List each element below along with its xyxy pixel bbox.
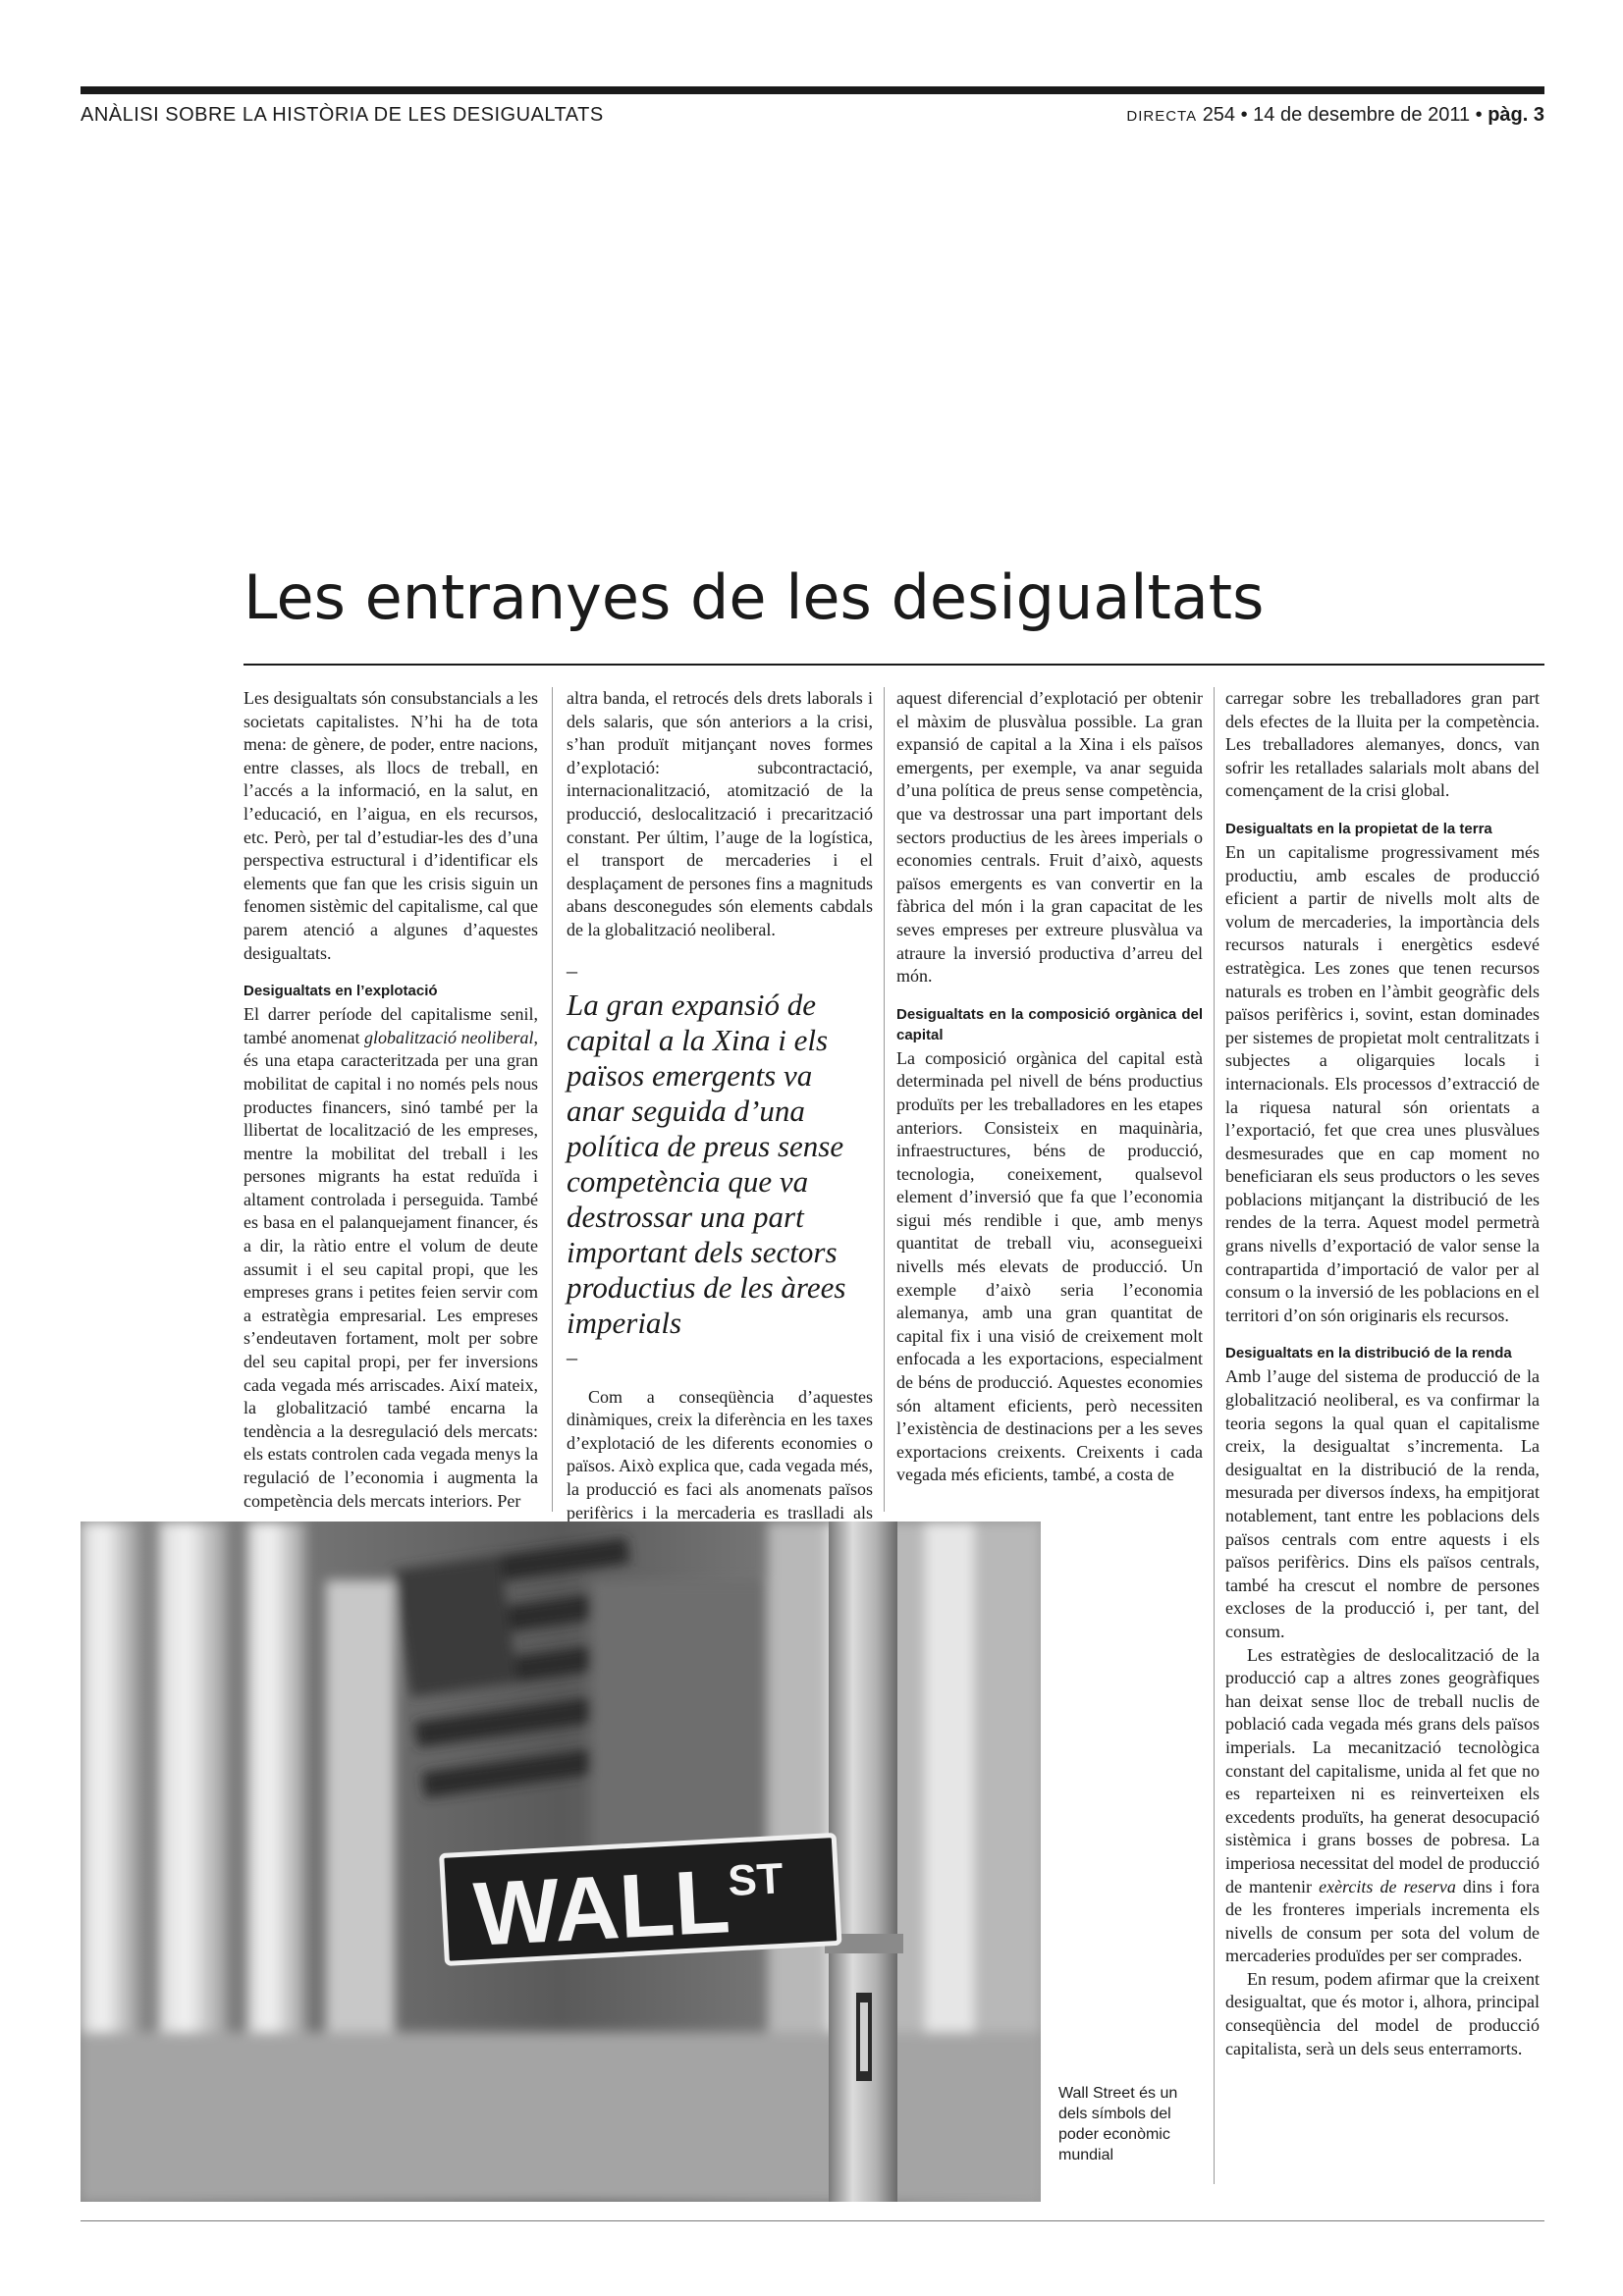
column-4 — [1225, 687, 1540, 2060]
sign-text: WALL — [471, 1851, 732, 1965]
pullquote: La gran expansió de capital a la Xina i els països emergents va anar seguida d’una política de preus sense competència que va destrossar una part important dels sectors productius de les àrees imperials — [567, 987, 846, 1340]
subheading-terra: Desigualtats en la propietat de la terra — [1225, 820, 1492, 837]
paragraph: En un capitalisme progressivament més productiu, amb escales de producció eficient a partir de nivells molt alts de volum de mercaderies, la importància dels recursos naturals i energètics esdevé estratègica. Les zones que tenen recursos naturals es troben en l’àmbit geogràfic dels països perifèrics i, sovint, estan dominades per sistemes de propietat molt centralitzats i subjectes a oligarquies locals i internacionals. Els processos d’extracció de la riquesa natural són orientats a l’exportació, fet que crea unes plusvàlues desmesurades que en cap moment no beneficiaran els seus productors o les seves poblacions mitjançant la distribució de les rendes de la terra. Aquest model permetrà grans nivells d’exportació de valor sense la contrapartida d’importació de valor per al consum o la inversió de les poblacions en el territori d’on són originaris els recursos. — [1225, 841, 1540, 1325]
sign-sup: ST — [727, 1854, 784, 1906]
paragraph: Com a conseqüència d’aquestes dinàmiques, creix la diferència en les taxes d’explotació de les diferents economies o països. Això explica que, cada vegada més, la producció es faci als anomenats països perifèrics i la mercaderia es traslladi als — [567, 1386, 873, 1522]
paragraph: El darrer període del capitalisme senil, també anomenat globalització neoliberal, és una etapa caracteritzada per una gran mobilitat de capital i no només pels nous productes financers, sinó també per la llibertat de localització de les empreses, mentre la mobilitat del treball i les persones migrants ha estat reduïda i altament controlada i perseguida. També es basa en el palanquejament financer, és a dir, la ràtio entre el volum de deute assumit i el seu capital propi, que les empreses grans i petites feien servir com a estratègia empresarial. Les empreses s’endeutaven fortament, molt per sobre del seu capital propi, per fer inversions cada vegada més arriscades. Així mateix, la globalització també encarna la tendència a la desregulació dels mercats: els estats controlen cada vegada menys la regulació de l’economia i augmenta la competència dels mercats interiors. Per — [243, 1004, 538, 1511]
issue-date: 254 • 14 de desembre de 2011 • — [1202, 104, 1483, 126]
paragraph: altra banda, el retrocés dels drets laborals i dels salaris, que són anteriors a la crisi, s’han produït mitjançant noves formes d’explotació: subcontractació, internacionalització, atomització de la producció, deslocalització i precarització constant. Per últim, l’auge de la logística, el transport de mercaderies i el desplaçament de persones fins a magnituds abans desconegudes són elements cabdals de la globalització neoliberal. — [567, 688, 873, 939]
title-rule — [243, 664, 1544, 666]
paragraph: La composició orgànica del capital està determinada pel nivell de béns productius produïts per les treballadores en les etapes anteriors. Consisteix en maquinària, infraestructures, béns de producció, tecnologia, coneixement, qualsevol element d’inversió que fa que l’economia sigui més rendible i que, amb menys quantitat de treball viu, aconsegueixi nivells més elevats de producció. Un exemple d’això seria l’economia alemanya, amb una gran quantitat de capital fix i una visió de creixement molt enfocada a les exportacions, especialment de béns de producció. Aquestes economies són altament eficients, però necessiten l’existència de destinacions per a les seves exportacions creixents. Creixents i cada vegada més eficients, també, a costa de — [896, 1047, 1203, 1485]
page-number: pàg. 3 — [1488, 104, 1544, 126]
column-2 — [567, 687, 873, 1571]
top-rule — [81, 86, 1544, 94]
publication-name: DIRECTA — [1126, 108, 1198, 125]
page-info — [1126, 104, 1544, 127]
pullquote-dash-bottom: – — [567, 1344, 577, 1369]
paragraph: carregar sobre les treballadores gran part dels efectes de la lluita per la competència. Les treballadores alemanyes, doncs, van sofrir les retallades salarials molt abans del començament de la crisi global. — [1225, 688, 1540, 801]
intro-paragraph: Les desigualtats són consubstancials a les societats capitalistes. N’hi ha de tota mena: de gènere, de poder, entre nacions, entre classes, als llocs de treball, en l’accés a la informació, en la salut, en l’educació, en l’aigua, en els recursos, etc. Però, per tal d’estudiar-les des d’una perspectiva estructural i d’identificar els elements que fan que les crisis siguin un fenomen sistèmic del capitalisme, cal que parem atenció a algunes d’aquestes desigualtats. — [243, 688, 538, 963]
wall-street-photo — [81, 1522, 1041, 2202]
photo-caption: Wall Street és un dels símbols del poder econòmic mundial — [1058, 2085, 1178, 2163]
subheading-renda: Desigualtats en la distribució de la renda — [1225, 1345, 1512, 1362]
paragraph: Amb l’auge del sistema de producció de la globalització neoliberal, es va confirmar la teoria segons la qual quan el capitalisme creix, la desigualtat s’incrementa. La desigualtat en la distribució de la renda, mesurada per diversos índexs, ha empitjorat notablement, tant entre les poblacions dels països centrals com entre aquests i els països perifèrics. Dins els països centrals, també ha crescut el nombre de persones excloses de la producció i, per tant, del consum. — [1225, 1366, 1540, 1641]
column-3 — [896, 687, 1203, 1487]
paragraph: aquest diferencial d’explotació per obtenir el màxim de plusvàlua possible. La gran expansió de capital a la Xina i els països emergents, per exemple, va anar seguida d’una política de preus sense competència, que va destrossar una part important dels sectors productius de les àrees imperials o economies centrals. Fruit d’això, aquests països emergents es van convertir en la fàbrica del món i la gran capacitat de les seves empreses per extreure plusvàlua va atraure la inversió productiva d’arreu del món. — [896, 688, 1203, 987]
column-1 — [243, 687, 538, 1513]
column-divider — [552, 687, 553, 1512]
section-header: ANÀLISI SOBRE LA HISTÒRIA DE LES DESIGUALTATS — [81, 104, 604, 126]
pullquote-dash-top: – — [567, 957, 577, 983]
subheading-composicio: Desigualtats en la composició orgànica del capital — [896, 1005, 1203, 1043]
bottom-rule — [81, 2220, 1544, 2221]
paragraph: Les estratègies de deslocalització de la producció cap a altres zones geogràfiques han deixat sense lloc de treball nuclis de població cada vegada més grans dels països imperials. La mecanització tecnològica constant del capitalisme, unida al fet que no es reparteixen ni es reinverteixen els excedents produïts, ha generat desocupació sistèmica i grans bosses de pobresa. La imperiosa necessitat del model de producció de mantenir exèrcits de reserva dins i fora de les fronteres imperials incrementa els nivells de consum per sota del volum de mercaderies produïdes per ser comprades. — [1225, 1644, 1540, 1966]
column-divider — [1214, 687, 1215, 2184]
article-title: Les entranyes de les desigualtats — [243, 561, 1265, 633]
paragraph: En resum, podem afirmar que la creixent desigualtat, que és motor i, alhora, principal conseqüència del model de producció capitalista, serà un dels seus enterramorts. — [1225, 1968, 1540, 2058]
subheading-explotacio: Desigualtats en l’explotació — [243, 983, 438, 1000]
column-divider — [884, 687, 885, 1512]
